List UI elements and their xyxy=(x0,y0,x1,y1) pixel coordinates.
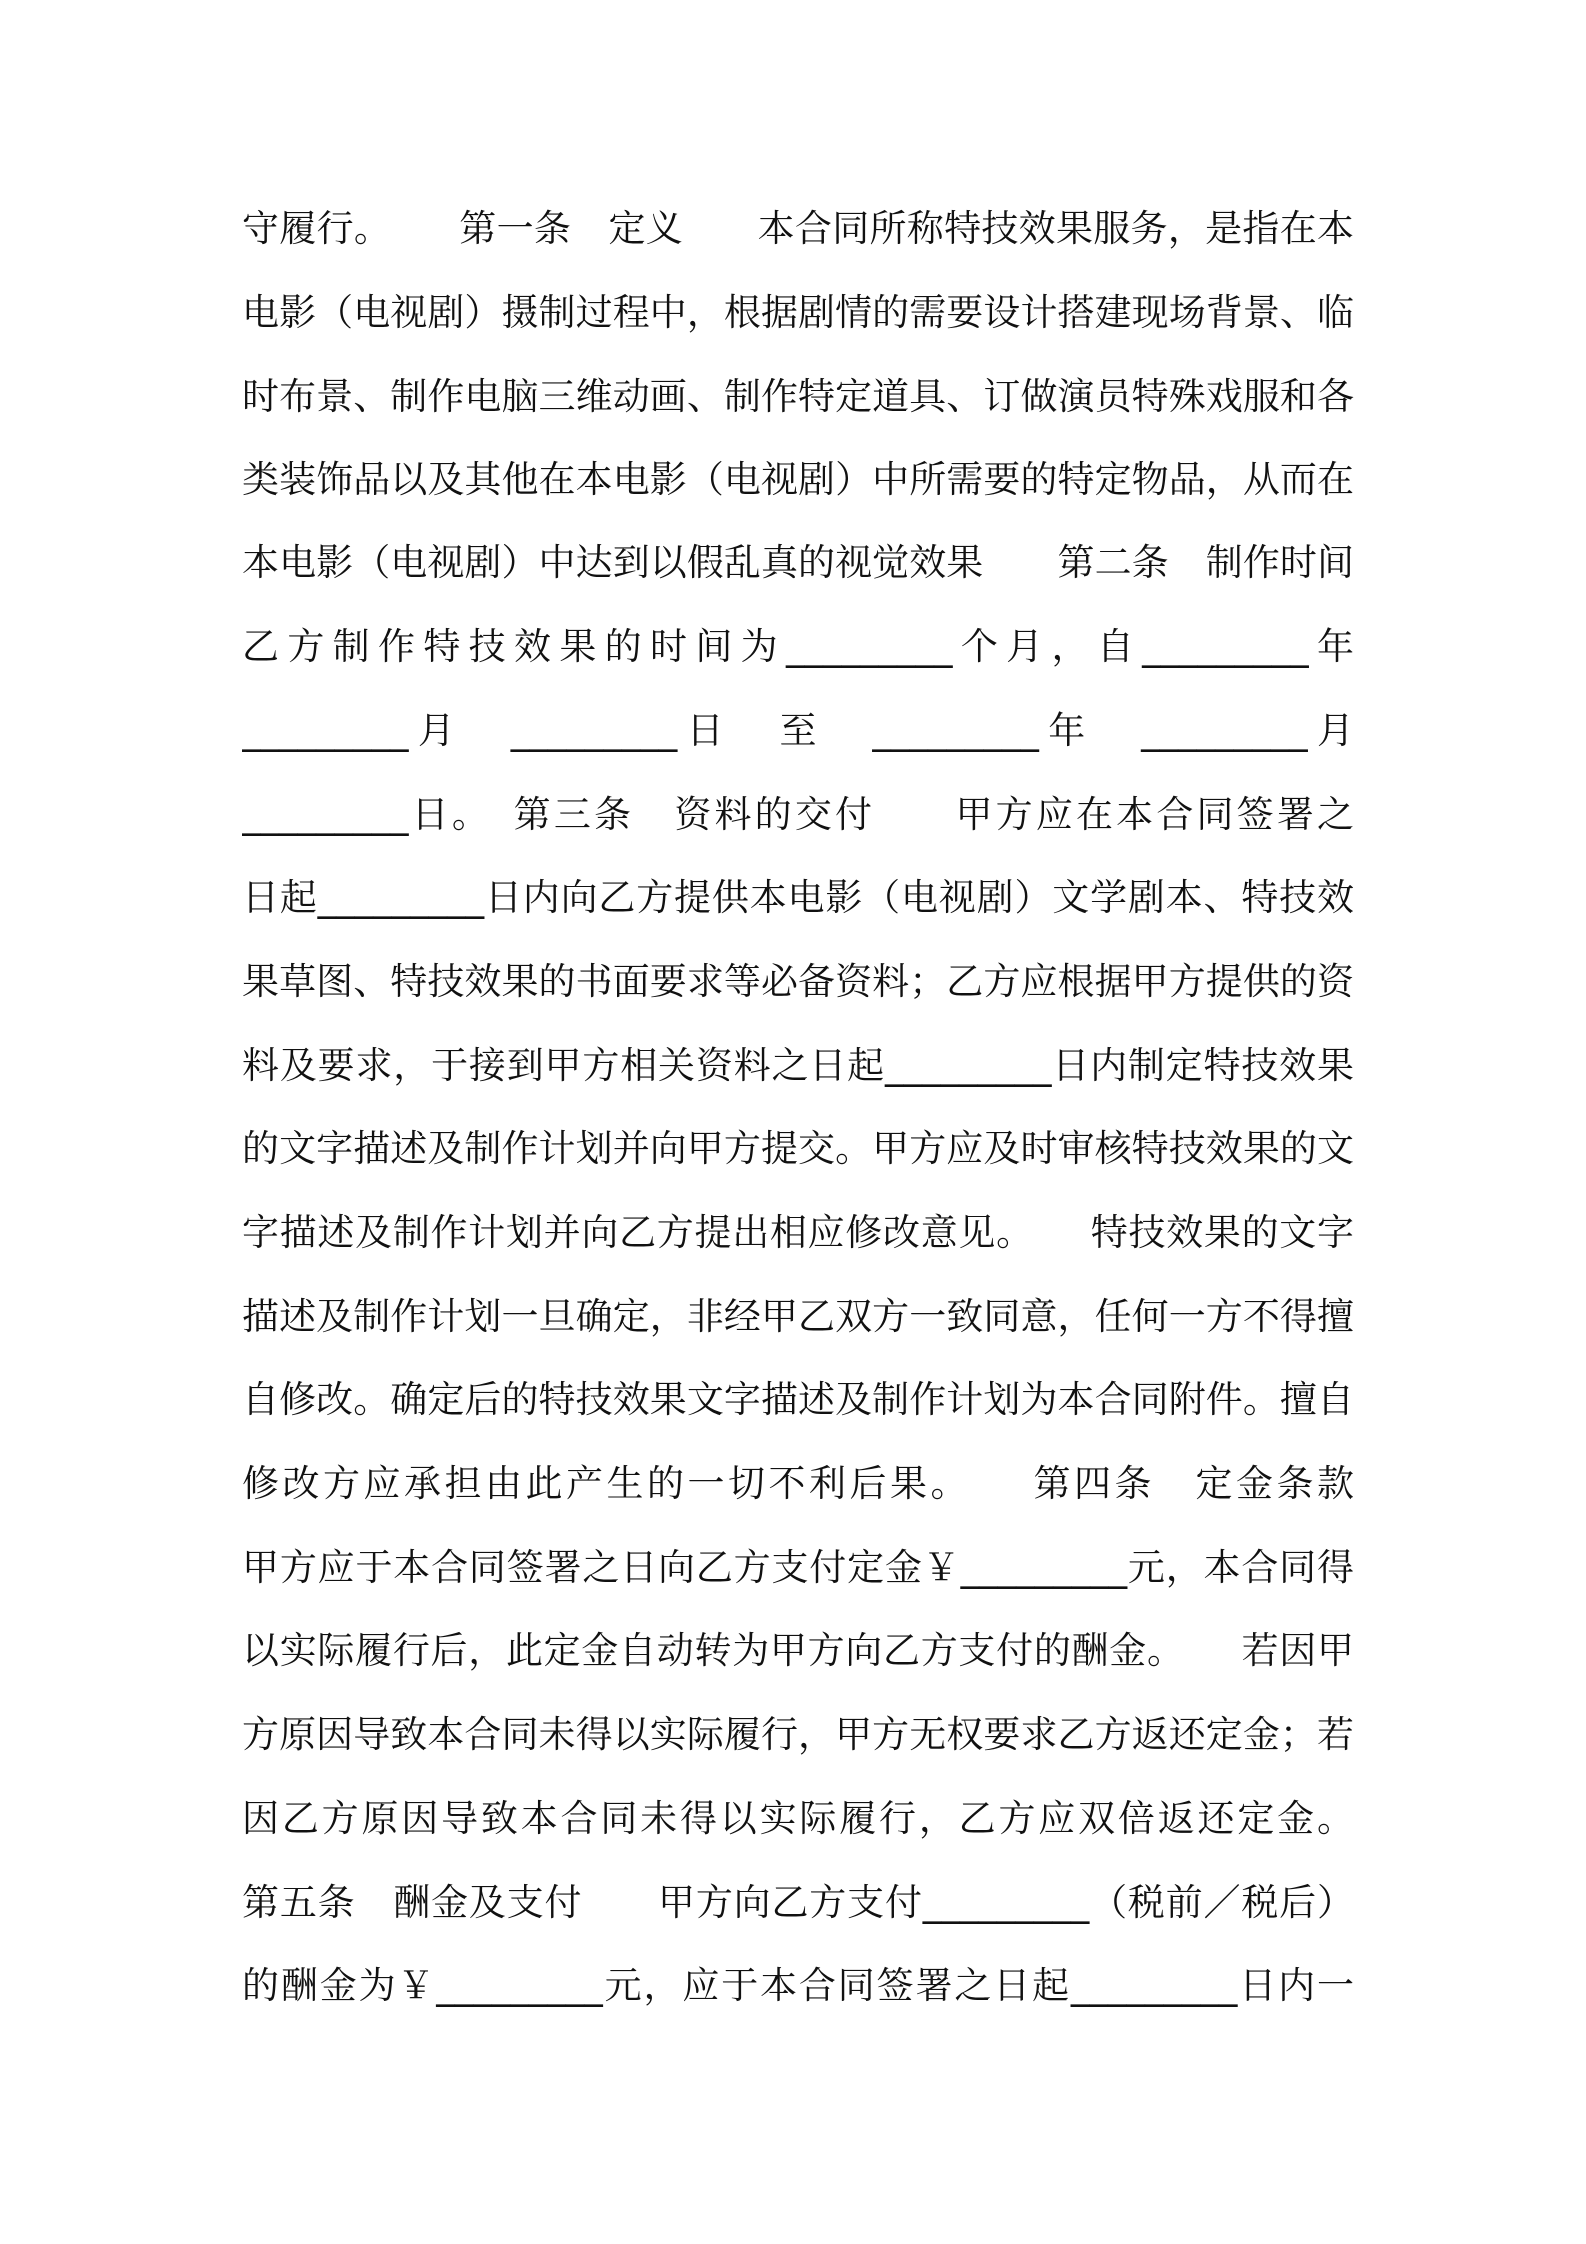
text-line-13: 字描述及制作计划并向乙方提出相应修改意见。 特技效果的文字 xyxy=(242,1211,1354,1254)
text-line-17: 甲方应于本合同签署之日向乙方支付定金￥_________元，本合同得 xyxy=(242,1546,1354,1589)
text-line-2: 电影（电视剧）摄制过程中，根据剧情的需要设计搭建现场背景、临 xyxy=(242,291,1354,334)
text-line-1: 守履行。 第一条 定义 本合同所称特技效果服务，是指在本 xyxy=(242,207,1354,250)
text-line-10: 果草图、特技效果的书面要求等必备资料；乙方应根据甲方提供的资 xyxy=(242,960,1354,1003)
text-line-7: _________月 _________日 至 _________年 _________月 xyxy=(242,709,1354,752)
text-line-6: 乙方制作特技效果的时间为_________个月，自_________年 xyxy=(242,625,1354,668)
text-line-4: 类装饰品以及其他在本电影（电视剧）中所需要的特定物品，从而在 xyxy=(242,458,1354,501)
text-line-8: _________日。 第三条 资料的交付 甲方应在本合同签署之 xyxy=(242,793,1354,836)
text-line-11: 料及要求，于接到甲方相关资料之日起_________日内制定特技效果 xyxy=(242,1044,1354,1087)
text-line-5: 本电影（电视剧）中达到以假乱真的视觉效果 第二条 制作时间 xyxy=(242,541,1354,584)
text-line-15: 自修改。确定后的特技效果文字描述及制作计划为本合同附件。擅自 xyxy=(242,1378,1354,1421)
text-line-12: 的文字描述及制作计划并向甲方提交。甲方应及时审核特技效果的文 xyxy=(242,1127,1354,1170)
text-line-14: 描述及制作计划一旦确定，非经甲乙双方一致同意，任何一方不得擅 xyxy=(242,1295,1354,1338)
text-line-3: 时布景、制作电脑三维动画、制作特定道具、订做演员特殊戏服和各 xyxy=(242,375,1354,418)
text-line-18: 以实际履行后，此定金自动转为甲方向乙方支付的酬金。 若因甲 xyxy=(242,1629,1354,1672)
text-line-21: 第五条 酬金及支付 甲方向乙方支付_________（税前／税后） xyxy=(242,1881,1354,1924)
text-line-20: 因乙方原因导致本合同未得以实际履行，乙方应双倍返还定金。 xyxy=(242,1797,1354,1840)
text-line-19: 方原因导致本合同未得以实际履行，甲方无权要求乙方返还定金；若 xyxy=(242,1713,1354,1756)
text-line-22: 的酬金为￥_________元，应于本合同签署之日起_________日内一 xyxy=(242,1964,1354,2007)
text-line-16: 修改方应承担由此产生的一切不利后果。 第四条 定金条款 xyxy=(242,1462,1354,1505)
text-line-9: 日起_________日内向乙方提供本电影（电视剧）文学剧本、特技效 xyxy=(242,876,1354,919)
